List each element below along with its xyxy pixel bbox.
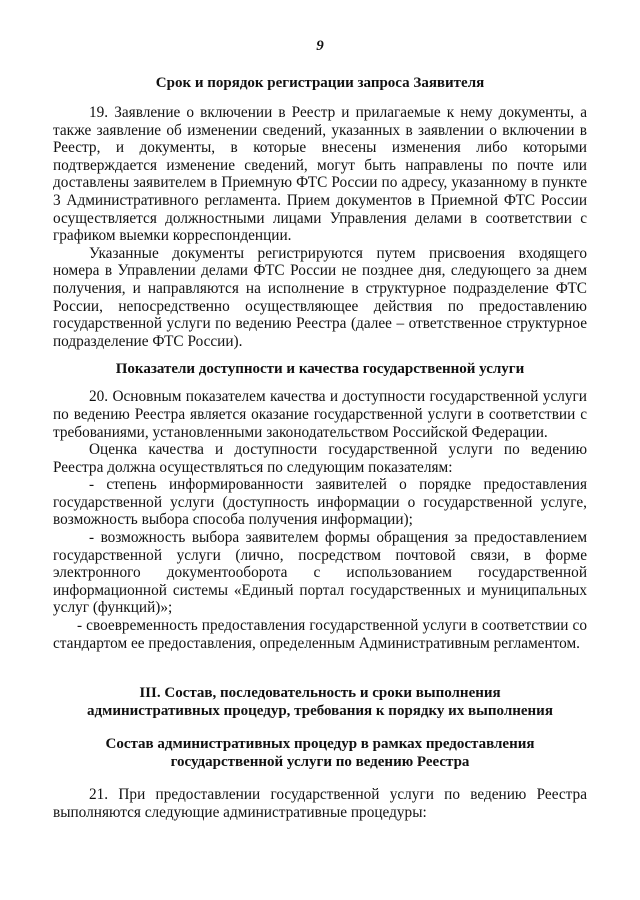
page-number: 9 <box>316 38 324 54</box>
list-item-choice: - возможность выбора заявителем формы обращения за предоставлением государственной услуги (лично, посредством почтовой связи, в форме электронного документооборота с использованием государственной информационной системы «Единый портал государственных и муниципальных услуг (функций)»; <box>53 529 587 617</box>
section-heading-procedures <box>53 735 587 771</box>
chapter-heading-iii <box>53 684 587 720</box>
chapter-heading-line-2: административных процедур, требования к порядку их выполнения <box>87 703 553 720</box>
paragraph-20-intro: Оценка качества и доступности государственной услуги по ведению Реестра должна осуществляться по следующим показателям: <box>53 441 587 476</box>
section-heading-quality: Показатели доступности и качества государственной услуги <box>115 361 525 378</box>
paragraph-19: 19. Заявление о включении в Реестр и прилагаемые к нему документы, а также заявление об изменении сведений, указанных в заявлении о включении в Реестр, и документы, в которые внесены изменения либо которыми подтверждается изменение сведений, могут быть направлены по почте или доставлены заявителем в Приемную ФТС России по адресу, указанному в пункте 3 Административного регламента. Прием документов в Приемной ФТС России осуществляется должностными лицами Управления делами в соответствии с графиком выемки корреспонденции. <box>53 104 587 245</box>
list-item-timeliness: - своевременность предоставления государственной услуги в соответствии со стандартом ее предоставления, определенным Административным регламентом. <box>53 617 587 652</box>
paragraph-20: 20. Основным показателем качества и доступности государственной услуги по ведению Реестра является оказание государственной услуги в соответствии с требованиями, установленными законодательством Российской Федерации. <box>53 388 587 441</box>
document-body <box>53 68 587 821</box>
section-heading-registration: Срок и порядок регистрации запроса Заявителя <box>155 75 485 91</box>
list-item-informedness: - степень информированности заявителей о порядке предоставления государственной услуги (доступность информации о государственной услуге, возможность выбора способа получения информации); <box>53 476 587 529</box>
section-heading-line-2: государственной услуги по ведению Реестра <box>170 754 470 771</box>
chapter-heading-line-1: III. Состав, последовательность и сроки выполнения <box>139 685 501 702</box>
section-heading-line-1: Состав административных процедур в рамках предоставления <box>105 736 535 753</box>
paragraph-21: 21. При предоставлении государственной услуги по ведению Реестра выполняются следующие административные процедуры: <box>53 786 587 821</box>
paragraph-19-cont: Указанные документы регистрируются путем присвоения входящего номера в Управлении делами ФТС России не позднее дня, следующего за днем получения, и направляются на исполнение в структурное подразделение ФТС России, непосредственно осуществляющее действия по предоставлению государственной услуги по ведению Реестра (далее – ответственное структурное подразделение ФТС России). <box>53 244 587 350</box>
